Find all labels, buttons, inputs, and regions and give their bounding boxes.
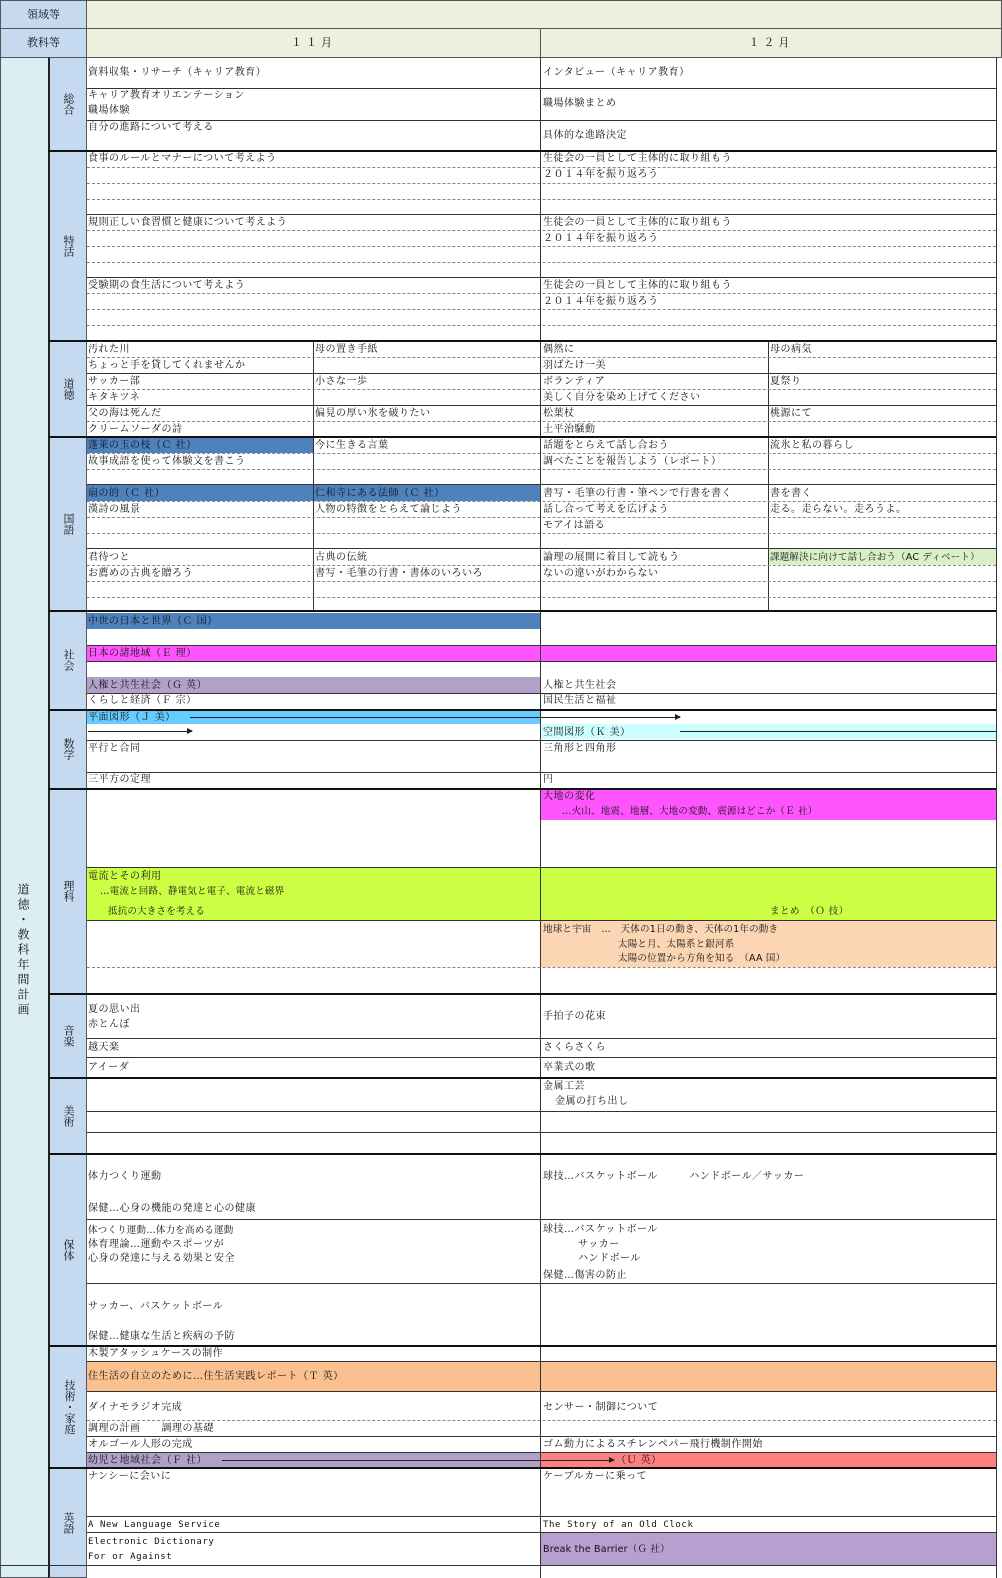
subject-bijutsu: 美術: [48, 1077, 87, 1154]
subject-eigo: 英語: [48, 1467, 87, 1578]
section-rule: [48, 340, 996, 342]
subject-sugaku: 数学: [48, 709, 87, 789]
rule: [87, 373, 996, 374]
rule: [87, 1132, 996, 1133]
ongaku-n2: 越天楽: [88, 1042, 120, 1053]
dotoku-c2r5: 偏見の厚い氷を破りたい: [315, 408, 431, 419]
hotai-n2c: 心身の発達に与える効果と安全: [88, 1253, 235, 1264]
kokugo-b3: 書写・毛筆の行書・筆ペンで行書を書く: [543, 488, 732, 499]
kokugo-a4: 流氷と私の暮らし: [770, 440, 854, 451]
kokugo-a3b: 調べたことを報告しよう（レポート）: [543, 456, 722, 467]
rule: [87, 1219, 996, 1220]
kokugo-nov-split: [313, 341, 314, 611]
sogo-dec-2: 職場体験まとめ: [543, 98, 617, 109]
kokugo-b3c: モアイは語る: [543, 520, 606, 531]
dotted-rule: [87, 469, 996, 470]
dotoku-c3r1: 偶然に: [543, 344, 575, 355]
dotted-rule: [87, 309, 996, 310]
kokugo-a1: 蓬莱の玉の枝（Ｃ 社）: [88, 440, 197, 451]
sugaku-r4n: 三平方の定理: [88, 774, 151, 785]
shakai-r3d: 人権と共生社会: [543, 680, 617, 691]
kokugo-b1b: 漢詩の風景: [88, 504, 141, 515]
gika-r2: 住生活の自立のために…住生活実践レポート（Ｔ 英）: [88, 1371, 344, 1382]
kokugo-a1b: 故事成語を使って体験文を書こう: [88, 456, 246, 467]
section-rule: [48, 1153, 996, 1155]
rika-e2: 太陽と月、太陽系と銀河系: [618, 939, 735, 950]
gika-r5d: ゴム動力によるスチレンペパー飛行機制作開始: [543, 1439, 763, 1450]
subject-hotai: 保体: [48, 1153, 87, 1346]
gika-r3d: センサー・制御について: [543, 1402, 659, 1413]
ongaku-d1: 手拍子の花束: [543, 1011, 606, 1022]
subject-gika: 技術・家庭: [48, 1345, 87, 1468]
dotted-rule: [87, 1420, 996, 1421]
tokkatsu-nov-3: 受験期の食生活について考えよう: [88, 280, 246, 291]
kokugo-a2: 今に生きる言葉: [315, 440, 389, 451]
rika-dec1b: …火山、地震、地層、大地の変動、震源はどこか（Ｅ 社）: [562, 806, 818, 817]
rule: [87, 740, 996, 741]
hotai-n2b: 体育理論…運動やスポーツが: [88, 1239, 225, 1250]
rika-m3: 抵抗の大きさを考える: [108, 906, 206, 917]
kokugo-c4: 課題解決に向けて話し合おう（AC ディベート）: [770, 552, 980, 563]
hotai-d2d: 保健…傷害の防止: [543, 1270, 627, 1281]
tokkatsu-dec-1a: 生徒会の一員として主体的に取り組もう: [543, 153, 732, 164]
hotai-d2a: 球技…バスケットボール: [543, 1224, 658, 1235]
subject-kokugo: 国語: [48, 436, 87, 611]
dotted-rule: [87, 357, 996, 358]
rika-m2: …電流と回路、静電気と電子、電流と磁界: [100, 886, 285, 897]
hotai-n2a: 体つくり運動…体力を高める運動: [88, 1225, 234, 1236]
eigo-n3a: Electronic Dictionary: [88, 1537, 215, 1547]
bijutsu-d1b: 金属の打ち出し: [555, 1096, 629, 1107]
rule: [87, 1516, 996, 1517]
dotoku-c4r1: 母の病気: [770, 344, 812, 355]
dotoku-c1r5: 父の海は死んだ: [88, 408, 162, 419]
subject-rika: 理科: [48, 788, 87, 994]
dotoku-c3r2: 羽ばたけ一美: [543, 360, 606, 371]
sugaku-r3d: 三角形と四角形: [543, 743, 617, 754]
tokkatsu-dec-1b: ２０１４年を振り返ろう: [543, 169, 659, 180]
dotoku-c2r3: 小さな一歩: [315, 376, 368, 387]
dotoku-c2r1: 母の置き手紙: [315, 344, 378, 355]
ongaku-n1a: 夏の思い出: [88, 1004, 141, 1015]
rika-e1: 地球と宇宙 … 天体の1日の動き、天体の1年の動き: [543, 924, 779, 935]
gika-r1: 木製アタッシュケースの制作: [88, 1348, 224, 1359]
subject-sogo: 総合: [48, 57, 87, 151]
tokkatsu-dec-2b: ２０１４年を振り返ろう: [543, 233, 659, 244]
kokugo-c1: 君待つと: [88, 552, 130, 563]
section-rule: [48, 993, 996, 995]
dotoku-c1r6: クリームソーダの詩: [88, 424, 183, 435]
tokkatsu-dec-3a: 生徒会の一員として主体的に取り組もう: [543, 280, 732, 291]
sogo-dec-3: 具体的な進路決定: [543, 130, 627, 141]
dotoku-c1r1: 汚れた川: [88, 344, 130, 355]
rule: [87, 214, 996, 215]
sogo-nov-2b: 職場体験: [88, 105, 130, 116]
ongaku-n1b: 赤とんぼ: [88, 1019, 130, 1030]
dotoku-c3r3: ボランティア: [543, 376, 606, 387]
bijutsu-d1a: 金属工芸: [543, 1081, 585, 1092]
dotted-rule: [87, 597, 996, 598]
rule: [87, 1532, 996, 1533]
kokugo-c2b: 書写・毛筆の行書・書体のいろいろ: [315, 568, 483, 579]
rule: [87, 867, 996, 868]
tokkatsu-nov-1: 食事のルールとマナーについて考えよう: [88, 153, 277, 164]
gika-r6-arrow: [222, 1460, 614, 1461]
shakai-r2: 日本の諸地域（Ｅ 理）: [88, 648, 197, 659]
gika-r4: 調理の計画 調理の基礎: [88, 1423, 214, 1434]
left-title: 道徳・教科年間計画: [16, 883, 30, 1018]
right-border: [996, 57, 997, 1578]
rule: [87, 1038, 996, 1039]
left-title-column: [0, 57, 49, 1578]
section-rule: [48, 709, 996, 711]
rule: [87, 1057, 996, 1058]
tokkatsu-nov-2: 規則正しい食習慣と健康について考えよう: [88, 217, 288, 228]
kokugo-b2: 仁和寺にある法師（Ｃ 社）: [315, 488, 445, 499]
sogo-nov-1: 資料収集・リサーチ（キャリア教育）: [88, 67, 267, 78]
kokugo-c3b: ないの違いがわからない: [543, 568, 659, 579]
sugaku-r3n: 平行と合同: [88, 743, 141, 754]
dotoku-c1r4: キタキツネ: [88, 392, 141, 403]
rule: [87, 277, 996, 278]
dotted-rule: [87, 230, 996, 231]
hotai-d2b: サッカー: [578, 1239, 620, 1250]
hotai-n3a: サッカー、バスケットボール: [88, 1301, 224, 1312]
rika-e3: 太陽の位置から方角を知る （AA 国）: [618, 953, 786, 964]
shakai-r4n: くらしと経済（Ｆ 宗）: [88, 695, 197, 706]
rule: [87, 693, 996, 694]
eigo-n3b: For or Against: [88, 1552, 173, 1562]
rule: [87, 405, 996, 406]
rika-m1: 電流とその利用: [88, 871, 162, 882]
section-rule: [48, 436, 996, 438]
dotoku-c3r5: 松葉杖: [543, 408, 575, 419]
dotted-rule: [87, 421, 996, 422]
kokugo-b2b: 人物の特徴をとらえて論じよう: [315, 504, 462, 515]
rule: [87, 1391, 996, 1392]
dotted-rule: [87, 533, 996, 534]
month-divider: [540, 57, 541, 1578]
fill-shakai-r2: [87, 645, 996, 661]
shakai-r3n: 人権と共生社会（Ｇ 英）: [88, 680, 208, 691]
shakai-r4d: 国民生活と福祉: [543, 695, 617, 706]
dotoku-c1r3: サッカー部: [88, 376, 141, 387]
eigo-d1: ケーブルカーに乗って: [543, 1471, 648, 1482]
section-rule: [48, 1467, 996, 1469]
dotted-rule: [87, 262, 996, 263]
dotoku-c4r3: 夏祭り: [770, 376, 802, 387]
dotted-rule: [87, 565, 996, 566]
sogo-dec-1: インタビュー（キャリア教育）: [543, 67, 690, 78]
rule: [87, 1436, 996, 1437]
dotted-rule: [87, 581, 996, 582]
dotted-rule: [87, 501, 996, 502]
rule: [87, 645, 996, 646]
dotoku-c1r2: ちょっと手を貸してくれませんか: [88, 360, 246, 371]
domain-label: 領域等: [0, 0, 87, 29]
eigo-d3: Break the Barrier（Ｇ 社）: [543, 1544, 670, 1555]
gika-r5n: オルゴール人形の完成: [88, 1439, 193, 1450]
dotted-rule: [87, 389, 996, 390]
sogo-nov-3: 自分の進路について考える: [88, 122, 214, 133]
kokugo-c1b: お薦めの古典を贈ろう: [88, 568, 193, 579]
rule: [87, 772, 996, 773]
dotted-rule: [87, 246, 996, 247]
sugaku-r1-arrow: [190, 717, 680, 718]
sugaku-r2-arrow-right: [680, 731, 996, 732]
section-rule: [48, 788, 996, 790]
domain-row: [86, 0, 1002, 29]
dotoku-c3r4: 美しく自分を染め上げてください: [543, 392, 701, 403]
month-header-dec: １２月: [540, 28, 1002, 58]
rule: [87, 484, 996, 485]
eigo-d2: The Story of an Old Clock: [543, 1520, 694, 1530]
rule: [87, 920, 996, 921]
dotted-rule: [87, 167, 996, 168]
dotted-rule: [87, 199, 996, 200]
eigo-n1: ナンシーに会いに: [88, 1471, 172, 1482]
kokugo-b1: 扇の的（Ｃ 社）: [88, 488, 166, 499]
rika-dec1a: 大地の変化: [543, 791, 596, 802]
rule: [87, 548, 996, 549]
hotai-n1a: 体力つくり運動: [88, 1171, 162, 1182]
kokugo-dec-split: [768, 341, 769, 611]
tokkatsu-dec-2a: 生徒会の一員として主体的に取り組もう: [543, 217, 732, 228]
rule: [87, 1111, 996, 1112]
tokkatsu-dec-3b: ２０１４年を振り返ろう: [543, 296, 659, 307]
month-header-nov: １１月: [86, 28, 541, 58]
dotted-rule: [87, 183, 996, 184]
sugaku-r4d: 円: [543, 774, 554, 785]
gika-r6n: 幼児と地域社会（Ｆ 社）: [88, 1455, 208, 1466]
dotted-rule: [87, 453, 996, 454]
rika-m4: まとめ （Ｏ 技）: [770, 906, 849, 917]
dotted-rule: [87, 967, 996, 968]
kokugo-b4b: 走る。走らない。走ろうよ。: [770, 504, 907, 515]
ongaku-n3: アイーダ: [88, 1062, 130, 1073]
subject-ongaku: 音楽: [48, 993, 87, 1078]
subject-label: 教科等: [0, 28, 87, 58]
ongaku-d2: さくらさくら: [543, 1042, 606, 1053]
hotai-d2c: ハンドボール: [578, 1253, 641, 1264]
subject-shakai: 社会: [48, 610, 87, 710]
kokugo-c2: 古典の伝統: [315, 552, 368, 563]
kokugo-b3b: 話し合って考えを広げよう: [543, 504, 669, 515]
section-rule: [48, 1077, 996, 1079]
sogo-nov-2a: キャリア教育オリエンテーション: [88, 90, 245, 101]
hotai-d1: 球技…バスケットボール ハンドボール／サッカー: [543, 1171, 805, 1182]
rule: [87, 1283, 996, 1284]
kokugo-c3: 論理の展開に着目して読もう: [543, 552, 680, 563]
eigo-n2: A New Language Service: [88, 1520, 221, 1530]
rule: [87, 1361, 996, 1362]
sugaku-r2d: 空間図形（Ｋ 美）: [543, 727, 631, 738]
rule: [87, 1452, 996, 1453]
kokugo-b4: 書を書く: [770, 488, 812, 499]
dotoku-c4r5: 桃源にて: [770, 408, 812, 419]
dotoku-c3r6: 土平治騒動: [543, 424, 596, 435]
hotai-n3b: 保健…健康な生活と疾病の予防: [88, 1331, 235, 1342]
gika-r3n: ダイナモラジオ完成: [88, 1402, 183, 1413]
section-rule: [48, 610, 996, 612]
sugaku-r1: 平面図形（Ｊ 美）: [88, 712, 176, 723]
sugaku-r2-arrow-left: [88, 731, 192, 732]
dotted-rule: [87, 325, 996, 326]
shakai-r1: 中世の日本と世界（Ｃ 国）: [88, 616, 218, 627]
subject-tokkatsu: 特活: [48, 150, 87, 341]
subject-dotoku: 道徳: [48, 340, 87, 437]
bottom-rule: [0, 1565, 996, 1566]
rule: [87, 120, 996, 121]
gika-r6d: （Ｕ 英）: [616, 1455, 662, 1466]
dotted-rule: [87, 293, 996, 294]
kokugo-a3: 話題をとらえて話し合おう: [543, 440, 669, 451]
hotai-n1b: 保健…心身の機能の発達と心の健康: [88, 1203, 256, 1214]
ongaku-d3: 卒業式の歌: [543, 1062, 596, 1073]
dotted-rule: [87, 517, 996, 518]
rule: [87, 661, 996, 662]
